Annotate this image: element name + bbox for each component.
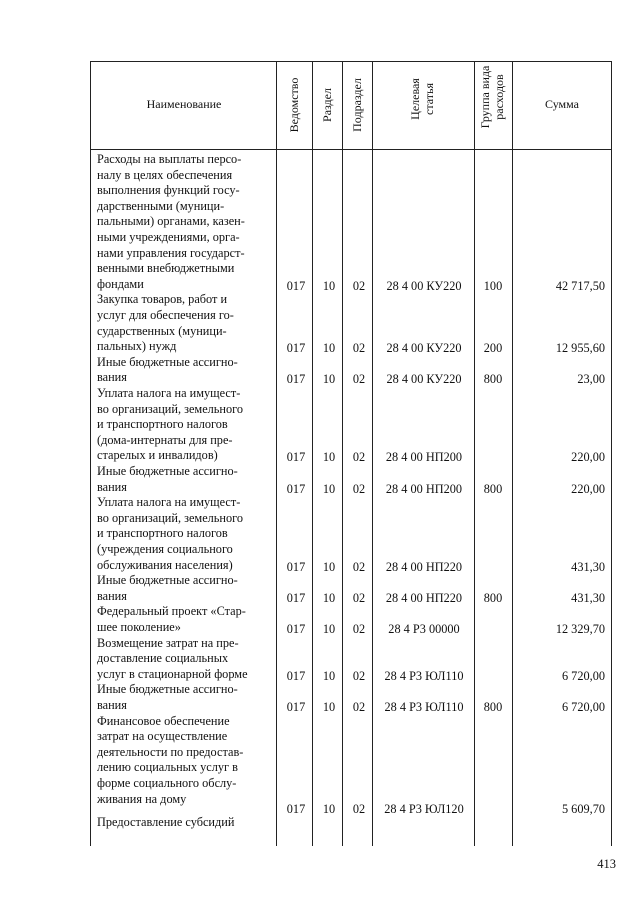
row-name-line: Предоставление субсидий [97,815,235,830]
row-name-line: Иные бюджетные ассигно- [97,354,238,369]
row-name-line: ными учреждениями, орга- [97,229,240,244]
row-name-line: дарственными (муници- [97,198,225,213]
cell-summa: 220,00 [571,450,605,465]
header-gruppa-vida-rashodov: Группа вида расходов [478,65,506,129]
row-name [97,355,273,386]
row-name-line: шее поколение» [97,619,181,634]
row-name-line: и транспортного налогов [97,417,228,432]
row-name-line: Иные бюджетные ассигно- [97,682,238,697]
row-name-line: налу в целях обеспечения [97,167,233,182]
cell-gruppa: 800 [483,700,503,714]
cell-podrazdel: 02 [352,801,366,816]
row-name-line: форме социального обслу- [97,775,237,790]
cell-summa: 6 720,00 [561,668,605,683]
row-name-line: Иные бюджетные ассигно- [97,573,238,588]
table-left-border [90,61,91,846]
cell-razdel: 10 [322,450,336,465]
header-razdel: Раздел [320,88,334,122]
cell-podrazdel: 02 [352,481,366,496]
cell-summa: 431,30 [571,590,605,605]
cell-podrazdel: 02 [352,590,366,605]
row-name-line: сударственных (муници- [97,323,227,338]
row-name-line: вания [97,479,127,494]
row-name-line: вания [97,588,127,603]
cell-celevaya-statya: 28 4 Р3 ЮЛ120 [384,801,464,816]
cell-razdel: 10 [322,801,336,816]
cell-vedomstvo: 017 [286,559,306,574]
row-name-line: и транспортного налогов [97,526,228,541]
row-name [97,464,273,495]
cell-vedomstvo: 017 [286,668,306,683]
row-name [97,386,273,464]
cell-vedomstvo: 017 [286,372,306,387]
cell-vedomstvo: 017 [286,622,306,636]
row-name [97,714,273,808]
cell-gruppa: 800 [483,372,503,387]
row-name-line: вания [97,370,127,385]
row-name-line: услуг в стационарной форме [97,666,248,681]
row-name-line: деятельности по предостав- [97,744,244,759]
row-name-line: фондами [97,276,144,291]
cell-podrazdel: 02 [352,668,366,683]
row-name-line: во организаций, земельного [97,510,244,525]
cell-vedomstvo: 017 [286,278,306,293]
cell-gruppa: 100 [483,278,503,293]
row-name-line: (дома-интернаты для пре- [97,432,233,447]
cell-gruppa: 800 [483,481,503,496]
cell-podrazdel: 02 [352,622,366,636]
header-celevaya-statya: Целевая статья [408,78,436,120]
cell-summa: 12 329,70 [555,622,605,636]
row-name-line: вания [97,697,127,712]
cell-podrazdel: 02 [352,278,366,293]
row-name [97,573,273,604]
row-name [97,152,273,292]
row-name [97,292,273,354]
cell-podrazdel: 02 [352,372,366,387]
row-name [97,604,273,635]
cell-razdel: 10 [322,668,336,683]
row-name-line: во организаций, земельного [97,401,244,416]
row-name-line: венными внебюджетными [97,261,235,276]
header-name: Наименование [146,97,222,111]
cell-vedomstvo: 017 [286,700,306,714]
row-name-line: Иные бюджетные ассигно- [97,464,238,478]
cell-razdel: 10 [322,622,336,636]
cell-podrazdel: 02 [352,559,366,574]
row-name-line: старелых и инвалидов) [97,448,218,463]
cell-summa: 42 717,50 [555,278,605,293]
col-divider [474,61,475,846]
row-name-line: Возмещение затрат на пре- [97,635,239,650]
cell-celevaya-statya: 28 4 Р3 ЮЛ110 [384,700,464,714]
cell-razdel: 10 [322,700,336,714]
cell-razdel: 10 [322,590,336,605]
cell-celevaya-statya: 28 4 00 НП200 [385,450,463,465]
cell-razdel: 10 [322,278,336,293]
row-name-line: Уплата налога на имущест- [97,495,241,510]
row-name-line: Федеральный проект «Стар- [97,604,246,619]
cell-celevaya-statya: 28 4 00 НП200 [385,481,463,496]
header-vedomstvo: Ведомство [287,77,301,133]
cell-celevaya-statya: 28 4 Р3 ЮЛ110 [384,668,464,683]
cell-celevaya-statya: 28 4 00 НП220 [385,559,463,574]
cell-summa: 23,00 [577,372,605,387]
header-podrazdel: Подраздел [350,78,364,132]
cell-celevaya-statya: 28 4 00 КУ220 [386,278,462,293]
row-name-line: Уплата налога на имущест- [97,386,241,400]
row-name-line: затрат на осуществление [97,729,228,744]
cell-vedomstvo: 017 [286,450,306,465]
cell-celevaya-statya: 28 4 Р3 00000 [388,622,460,636]
cell-celevaya-statya: 28 4 00 НП220 [385,590,463,605]
row-name [97,495,273,573]
header-summa: Сумма [545,97,579,111]
row-name-line: нами управления государст- [97,245,245,260]
cell-summa: 431,30 [571,559,605,574]
row-name-line: обслуживания населения) [97,557,233,572]
row-name-line: выполнения функций госу- [97,183,240,198]
row-name-line: доставление социальных [97,651,229,666]
row-name-line: пальными) органами, казен- [97,214,245,229]
cell-summa: 6 720,00 [561,700,605,714]
row-name-line: услуг для обеспечения го- [97,307,234,322]
cell-podrazdel: 02 [352,700,366,714]
row-name-line: Финансовое обеспечение [97,713,230,728]
cell-razdel: 10 [322,341,336,356]
row-name [97,815,273,831]
cell-celevaya-statya: 28 4 00 КУ220 [386,341,462,356]
cell-vedomstvo: 017 [286,801,306,816]
row-name-line: живания на дому [97,791,187,806]
cell-vedomstvo: 017 [286,590,306,605]
cell-vedomstvo: 017 [286,341,306,356]
row-name-line: Расходы на выплаты персо- [97,152,242,166]
table-right-border [611,61,612,846]
col-divider [276,61,277,846]
cell-razdel: 10 [322,372,336,387]
row-name-line: (учреждения социального [97,541,233,556]
cell-celevaya-statya: 28 4 00 КУ220 [386,372,462,387]
row-name [97,682,273,713]
cell-vedomstvo: 017 [286,481,306,496]
page-number: 413 [597,857,616,871]
row-name-line: лению социальных услуг в [97,760,238,775]
row-name-line: Закупка товаров, работ и [97,292,228,307]
cell-gruppa: 800 [483,590,503,605]
cell-summa: 5 609,70 [561,801,605,816]
cell-razdel: 10 [322,481,336,496]
cell-gruppa: 200 [483,341,503,356]
cell-razdel: 10 [322,559,336,574]
row-name [97,636,273,683]
row-name-line: пальных) нужд [97,339,177,354]
cell-podrazdel: 02 [352,341,366,356]
cell-summa: 220,00 [571,481,605,496]
cell-podrazdel: 02 [352,450,366,465]
cell-summa: 12 955,60 [555,341,605,356]
